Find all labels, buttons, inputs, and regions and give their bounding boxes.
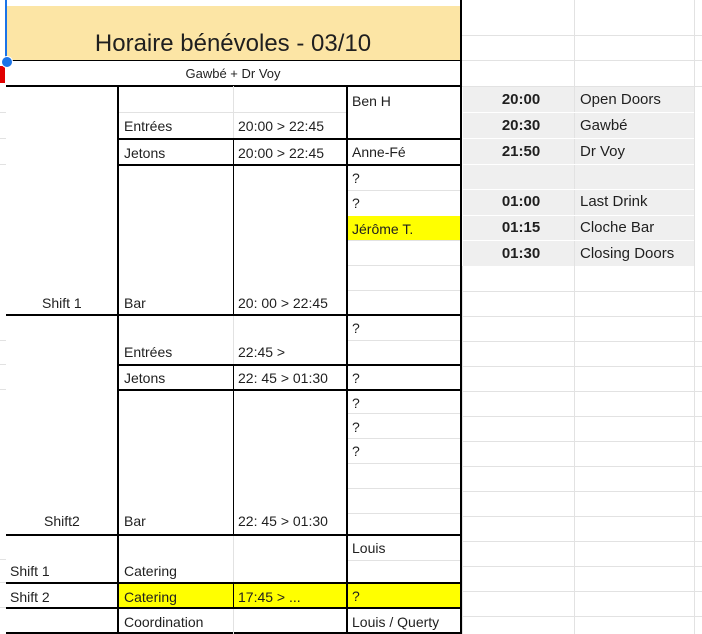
volunteer-cell[interactable]: ? [352,588,360,604]
volunteer-cell[interactable]: Louis / Querty [352,614,440,630]
schedule-event[interactable]: Gawbé [580,117,628,134]
sheet-title[interactable]: Horaire bénévoles - 03/10 [94,30,372,57]
comment-marker [0,66,5,83]
schedule-time[interactable]: 01:15 [501,219,541,236]
schedule-event[interactable]: Open Doors [580,91,661,108]
schedule-time[interactable]: 21:50 [501,143,541,160]
shift-label[interactable]: Shift 1 [10,563,50,579]
schedule-event[interactable]: Last Drink [580,193,648,210]
time-cell[interactable]: 20: 00 > 22:45 [238,295,328,311]
time-cell[interactable]: 22: 45 > 01:30 [238,370,328,386]
schedule-event[interactable]: Dr Voy [580,143,626,160]
schedule-time[interactable]: 20:30 [501,117,541,134]
volunteer-cell[interactable]: ? [352,370,360,386]
volunteer-cell[interactable]: ? [352,320,360,336]
schedule-event[interactable]: Closing Doors [580,245,675,262]
volunteer-cell[interactable]: Ben H [352,93,391,109]
shift-label[interactable]: Shift 2 [10,589,50,605]
time-cell[interactable]: 20:00 > 22:45 [238,118,325,134]
role-cell[interactable]: Jetons [124,370,166,386]
time-cell[interactable]: 17:45 > ... [238,589,301,605]
volunteer-cell[interactable]: ? [352,170,360,186]
lineup-subtitle[interactable]: Gawbé + Dr Voy [185,66,281,81]
volunteer-cell[interactable]: ? [352,443,360,459]
role-cell[interactable]: Entrées [124,344,173,360]
volunteer-cell[interactable]: Anne-Fé [352,144,406,160]
schedule-event[interactable]: Cloche Bar [580,219,655,236]
time-cell[interactable]: 20:00 > 22:45 [238,145,325,161]
time-cell[interactable]: 22: 45 > 01:30 [238,513,328,529]
role-cell[interactable]: Bar [124,513,146,529]
schedule-time[interactable]: 01:30 [501,245,541,262]
role-cell[interactable]: Catering [124,563,177,579]
time-cell[interactable]: 22:45 > [238,344,286,360]
role-cell[interactable]: Jetons [124,145,166,161]
schedule-time[interactable]: 20:00 [501,91,541,108]
role-cell[interactable]: Coordination [124,614,204,630]
role-cell[interactable]: Entrées [124,118,173,134]
role-cell[interactable]: Bar [124,295,146,311]
volunteer-cell[interactable]: ? [352,419,360,435]
volunteer-cell[interactable]: Louis [352,540,386,556]
shift-label[interactable]: Shift 1 [42,295,82,311]
role-cell[interactable]: Catering [124,589,177,605]
schedule-time[interactable]: 01:00 [501,193,541,210]
volunteer-cell[interactable]: ? [352,395,360,411]
volunteer-cell[interactable]: Jérôme T. [352,221,414,237]
volunteer-cell[interactable]: ? [352,195,360,211]
shift-label[interactable]: Shift2 [44,513,80,529]
